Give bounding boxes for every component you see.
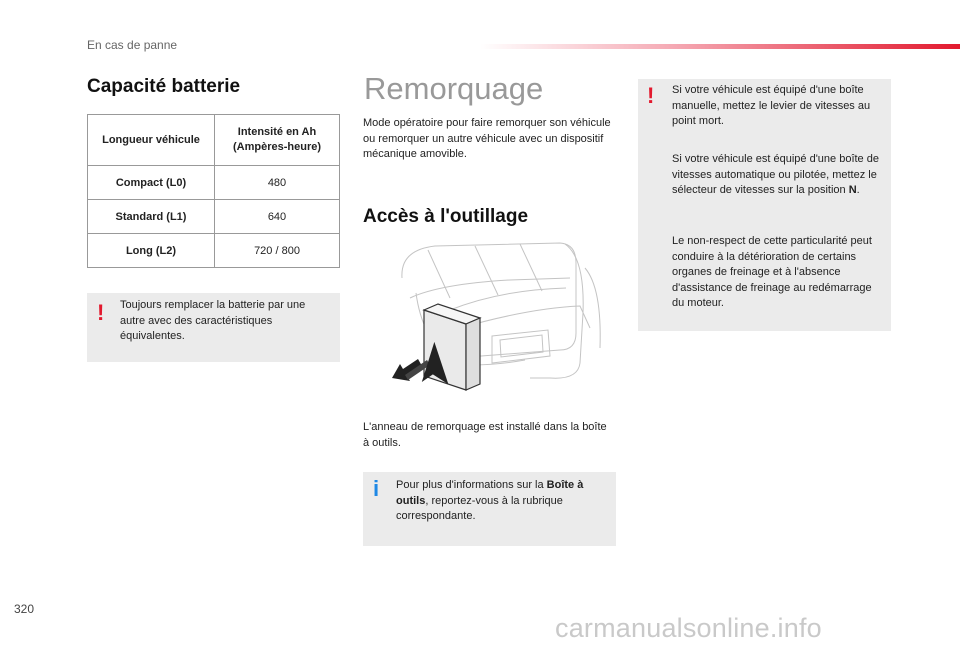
auto-gearbox-suffix: . (856, 184, 860, 196)
watermark: carmanualsonline.info (555, 613, 822, 643)
table-header-intensity-unit: (Ampères-heure) (232, 141, 322, 153)
toolbox-info-note (363, 472, 616, 546)
warning-exclamation-icon: ! (97, 300, 105, 325)
battery-capacity-title: Capacité batterie (87, 76, 241, 97)
table-cell-capacity: 640 (215, 200, 340, 234)
gearbox-warning-note (638, 79, 891, 331)
table-cell-capacity: 480 (215, 166, 340, 200)
toolbox-illustration (380, 238, 610, 400)
towing-title: Remorquage (364, 71, 544, 106)
info-icon: i (373, 476, 380, 501)
info-text-bold-boite: Boîte (546, 479, 575, 491)
towing-ring-text: L'anneau de remorquage est installé dans la boîte à outils. (363, 421, 607, 449)
toolbox-compartment (424, 304, 480, 390)
table-row (88, 200, 340, 234)
toolbox-info-text (396, 478, 596, 525)
towing-intro-text: Mode opératoire pour faire remorquer son véhicule ou remorquer un autre véhicule avec un dispositif mécanique amovible. (363, 117, 611, 160)
table-row (88, 166, 340, 200)
info-text-prefix: Pour plus d'informations sur la (396, 479, 547, 491)
table-cell-length: Standard (L1) (88, 200, 215, 234)
automatic-gearbox-text (672, 152, 882, 199)
table-header-intensity (215, 115, 340, 166)
table-header-length: Longueur véhicule (88, 115, 215, 166)
battery-warning-note (87, 293, 340, 362)
auto-gearbox-position: N (848, 184, 857, 196)
info-text-bold-outils: à outils (396, 479, 584, 507)
table-row (88, 234, 340, 268)
tools-access-title: Accès à l'outillage (363, 206, 529, 227)
auto-gearbox-prefix: Si votre véhicule est équipé d'une boîte de vitesses automatique ou pilotée, mettez le sélecteur de vitesses sur la position (672, 153, 879, 196)
table-header-intensity-label: Intensité en Ah (237, 126, 317, 138)
warning-exclamation-icon: ! (647, 83, 655, 108)
table-cell-length: Long (L2) (88, 234, 215, 268)
table-cell-capacity: 720 / 800 (215, 234, 340, 268)
page-number: 320 (14, 602, 35, 616)
info-text-suffix: , reportez-vous à la rubrique correspondante. (396, 494, 563, 522)
header-section-title: En cas de panne (87, 38, 178, 52)
manual-gearbox-text: Si votre véhicule est équipé d'une boîte manuelle, mettez le levier de vitesses au point mort. (672, 84, 871, 127)
brake-consequence-text: Le non-respect de cette particularité peut conduire à la détérioration de certains organes de freinage et à l'absence d'assistance de freinage au redémarrage du moteur. (672, 235, 872, 309)
table-cell-length: Compact (L0) (88, 166, 215, 200)
battery-warning-text: Toujours remplacer la batterie par une autre avec des caractéristiques équivalentes. (120, 299, 306, 342)
battery-capacity-table (87, 114, 340, 268)
table-header-row (88, 115, 340, 166)
header-accent-bar (480, 44, 960, 49)
